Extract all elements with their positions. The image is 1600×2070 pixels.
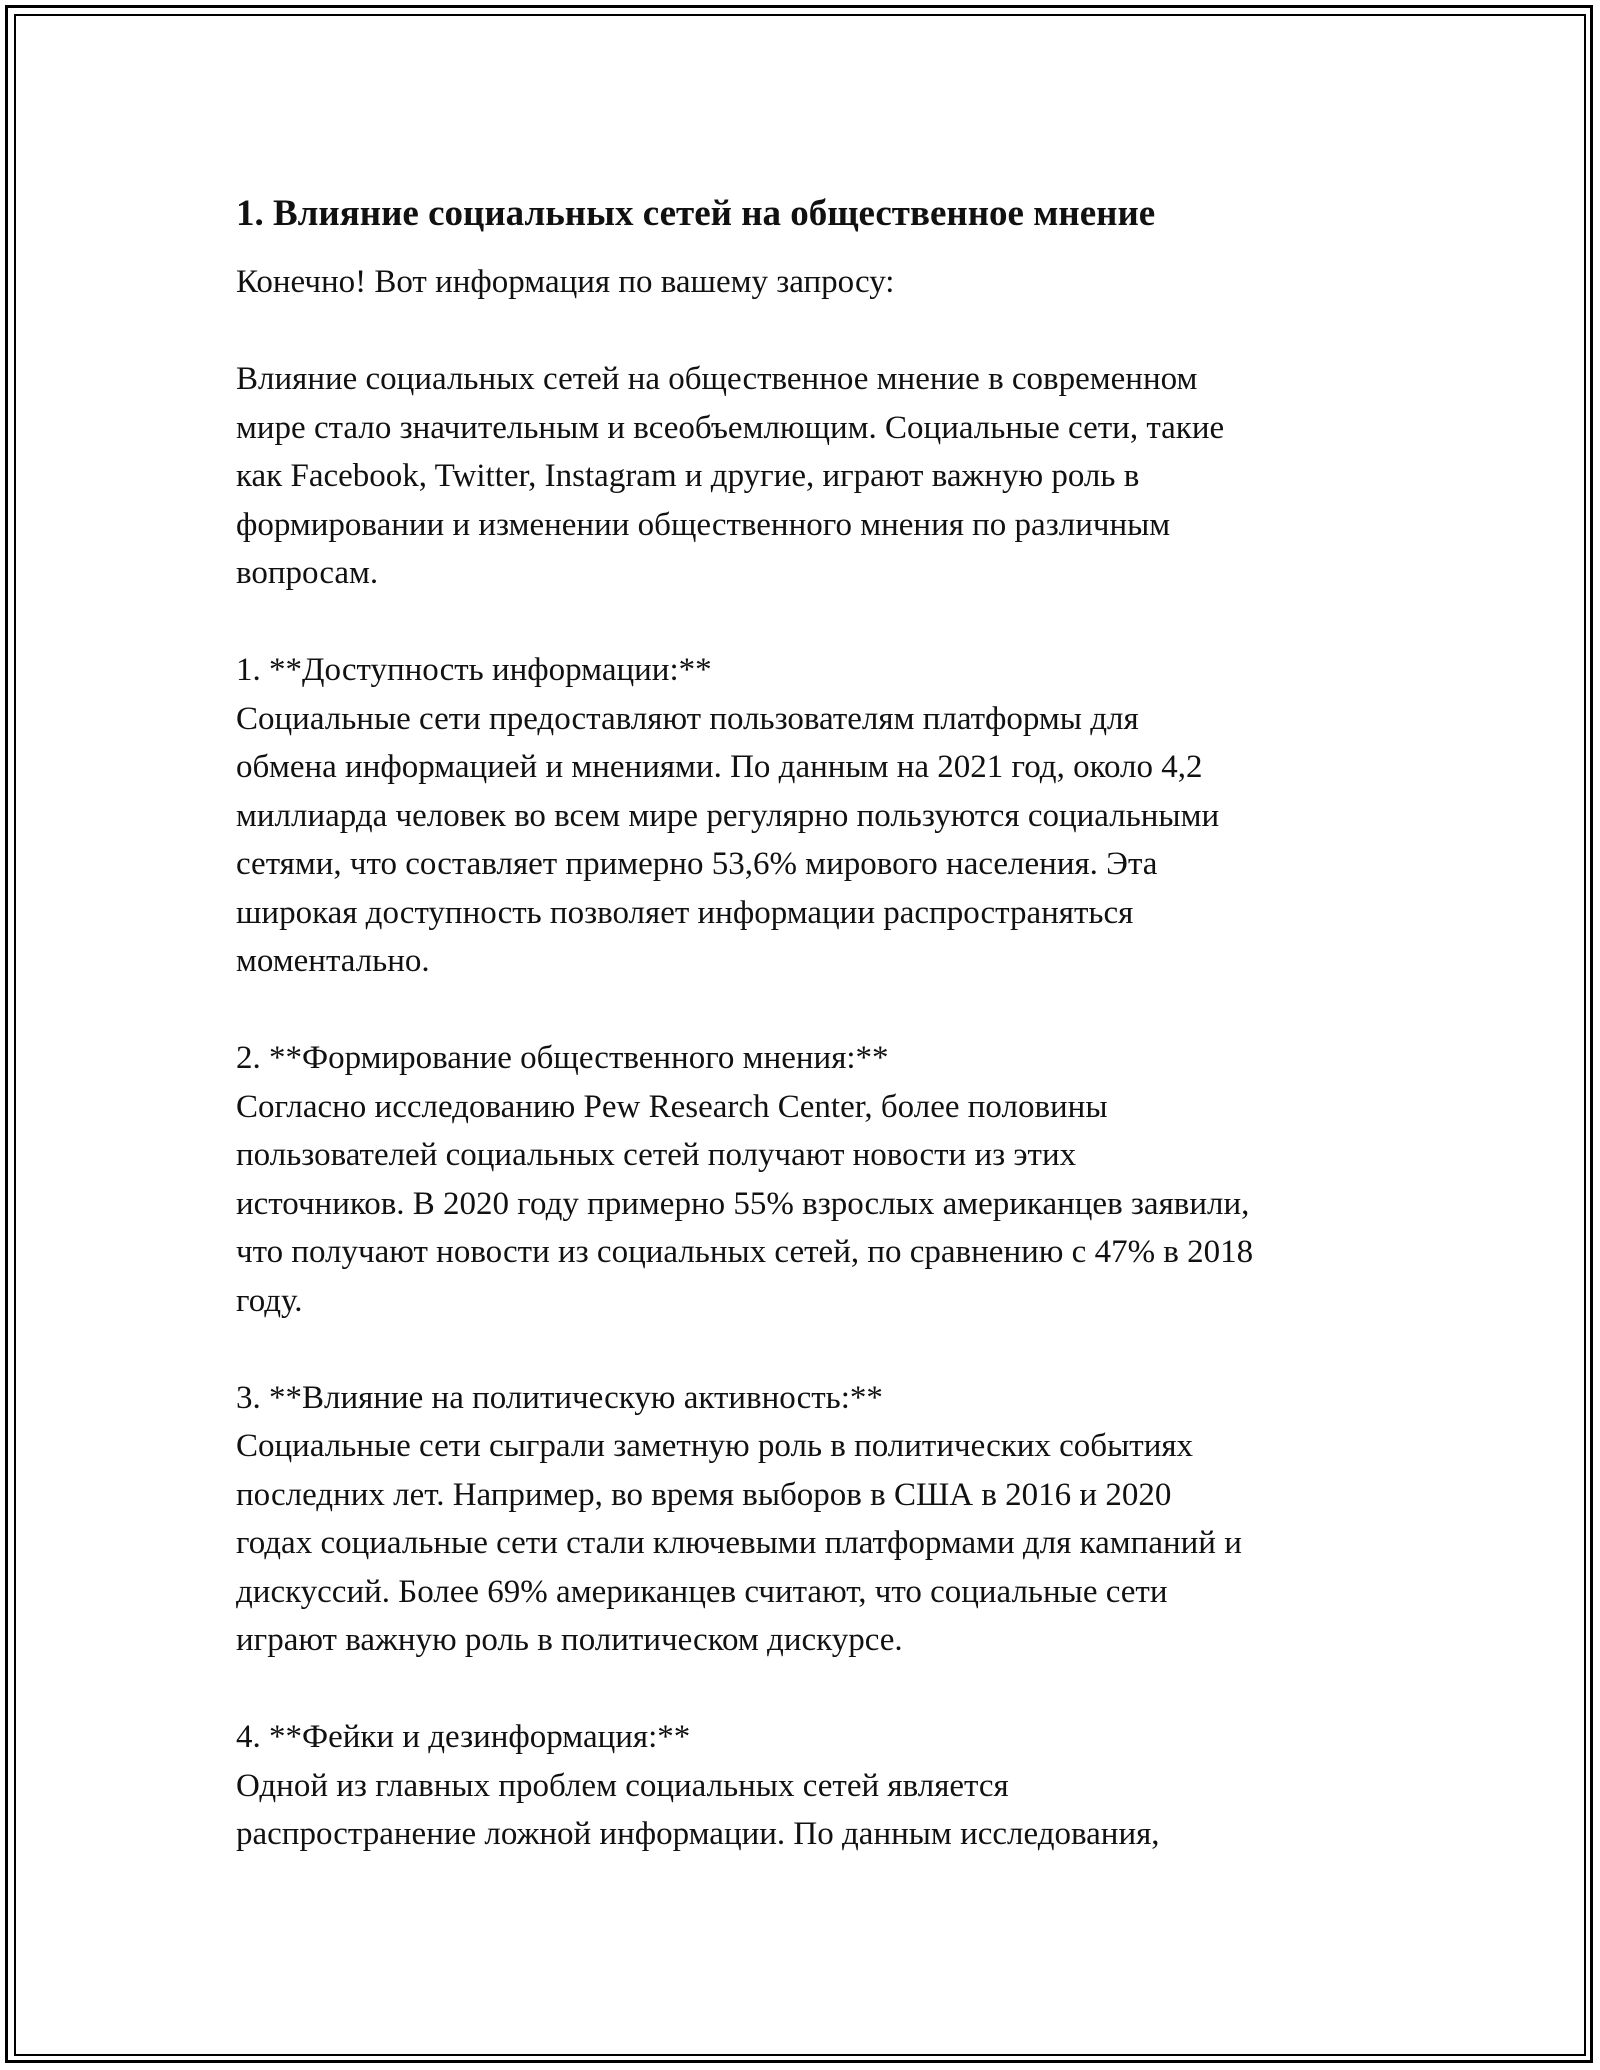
section-heading: 3. **Влияние на политическую активность:** [236, 1379, 883, 1416]
text-line: источников. В 2020 году примерно 55% взрослых американцев заявили, [236, 1185, 1250, 1222]
text-line: как Facebook, Twitter, Instagram и другие, играют важную роль в [236, 458, 1140, 494]
intro-text: Конечно! Вот информация по вашему запросу: [236, 264, 895, 300]
text-line: пользователей социальных сетей получают новости из этих [236, 1137, 1077, 1173]
text-line: моментально. [236, 943, 430, 979]
text-line: обмена информацией и мнениями. По данным на 2021 год, около 4,2 [236, 749, 1203, 785]
text-line: что получают новости из социальных сетей, по сравнению с 47% в 2018 [236, 1234, 1254, 1270]
text-line: Социальные сети сыграли заметную роль в политических событиях [236, 1428, 1194, 1464]
text-line: мире стало значительным и всеобъемлющим. Социальные сети, такие [236, 409, 1225, 446]
text-line: широкая доступность позволяет информации распространяться [236, 894, 1134, 931]
text-line: годах социальные сети стали ключевыми платформами для кампаний и [236, 1525, 1242, 1561]
text-line: распространение ложной информации. По данным исследования, [236, 1816, 1160, 1852]
text-line: Социальные сети предоставляют пользователям платформы для [236, 700, 1139, 737]
text-line: Согласно исследованию Pew Research Center, более половины [236, 1088, 1108, 1125]
section-1 [236, 646, 1386, 986]
text-line: последних лет. Например, во время выборов в США в 2016 и 2020 [236, 1476, 1172, 1513]
text-line: вопросам. [236, 555, 379, 591]
text-line: дискуссий. Более 69% американцев считают, что социальные сети [236, 1573, 1168, 1610]
section-heading: 1. **Доступность информации:** [236, 652, 712, 688]
text-line: формировании и изменении общественного мнения по различным [236, 506, 1171, 543]
section-2 [236, 1034, 1386, 1325]
text-line: году. [236, 1282, 303, 1319]
text-line: Одной из главных проблем социальных сетей является [236, 1767, 1009, 1804]
paragraph-main [236, 355, 1386, 598]
section-4 [236, 1713, 1386, 1859]
section-3 [236, 1374, 1386, 1665]
text-line: сетями, что составляет примерно 53,6% мирового населения. Эта [236, 846, 1158, 882]
document-body [236, 188, 1386, 1859]
text-line: миллиарда человек во всем мире регулярно пользуются социальными [236, 797, 1220, 834]
section-heading: 2. **Формирование общественного мнения:** [236, 1040, 889, 1076]
text-line: играют важную роль в политическом дискурсе. [236, 1622, 903, 1658]
document-title: 1. Влияние социальных сетей на общественное мнение [236, 193, 1156, 234]
text-line: Влияние социальных сетей на общественное мнение в современном [236, 361, 1198, 397]
section-heading: 4. **Фейки и дезинформация:** [236, 1719, 691, 1755]
